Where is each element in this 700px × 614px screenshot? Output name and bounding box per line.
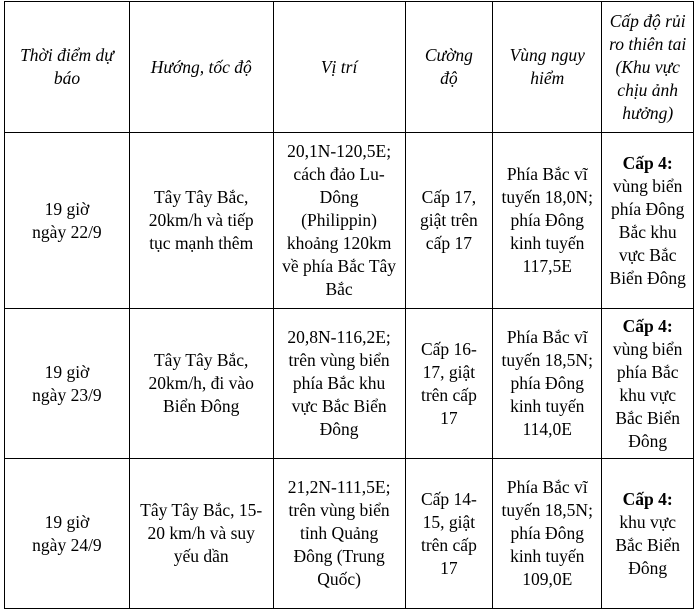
cell-intensity: Cấp 14-15, giật trên cấp 17: [405, 459, 492, 609]
cell-position: 21,2N-111,5E; trên vùng biển tỉnh Quảng Đông (Trung Quốc): [273, 459, 405, 609]
cell-direction: Tây Tây Bắc, 20km/h và tiếp tục mạnh thêm: [129, 133, 273, 309]
cell-time: 19 giờ ngày 24/9: [5, 459, 130, 609]
risk-area: vùng biển phía Bắc khu vực Bắc Biển Đông: [612, 338, 683, 451]
cell-time: 19 giờ ngày 23/9: [5, 309, 130, 459]
table-row: [5, 133, 694, 309]
cell-risk: [602, 309, 694, 459]
cell-position: 20,8N-116,2E; trên vùng biển phía Bắc khu vực Bắc Biển Đông: [273, 309, 405, 459]
header-intensity: Cường độ: [405, 2, 492, 133]
cell-direction: Tây Tây Bắc, 20km/h, đi vào Biển Đông: [129, 309, 273, 459]
risk-level-label: Cấp 4:: [622, 315, 673, 336]
cell-risk: [602, 133, 694, 309]
cell-risk: [602, 459, 694, 609]
table-header-row: [5, 2, 694, 133]
header-time: Thời điểm dự báo: [5, 2, 130, 133]
cell-intensity: Cấp 17, giật trên cấp 17: [405, 133, 492, 309]
cell-danger-zone: Phía Bắc vĩ tuyến 18,5N; phía Đông kinh tuyến 109,0E: [493, 459, 602, 609]
risk-area: khu vực Bắc Biển Đông: [615, 511, 680, 578]
table-row: [5, 309, 694, 459]
header-danger-zone: Vùng nguy hiểm: [493, 2, 602, 133]
risk-level-label: Cấp 4:: [622, 488, 673, 509]
table-row: [5, 459, 694, 609]
cell-danger-zone: Phía Bắc vĩ tuyến 18,5N; phía Đông kinh tuyến 114,0E: [493, 309, 602, 459]
risk-area: vùng biển phía Đông Bắc khu vực Bắc Biển Đông: [609, 175, 686, 288]
header-position: Vị trí: [273, 2, 405, 133]
cell-danger-zone: Phía Bắc vĩ tuyến 18,0N; phía Đông kinh tuyến 117,5E: [493, 133, 602, 309]
risk-level-label: Cấp 4:: [622, 152, 673, 173]
cell-position: 20,1N-120,5E; cách đảo Lu-Dông (Philippin) khoảng 120km về phía Bắc Tây Bắc: [273, 133, 405, 309]
header-direction: Hướng, tốc độ: [129, 2, 273, 133]
cell-time: 19 giờ ngày 22/9: [5, 133, 130, 309]
storm-forecast-table: [4, 1, 694, 609]
header-risk: Cấp độ rủi ro thiên tai (Khu vực chịu ảnh hưởng): [602, 2, 694, 133]
cell-direction: Tây Tây Bắc, 15-20 km/h và suy yếu dần: [129, 459, 273, 609]
cell-intensity: Cấp 16-17, giật trên cấp 17: [405, 309, 492, 459]
